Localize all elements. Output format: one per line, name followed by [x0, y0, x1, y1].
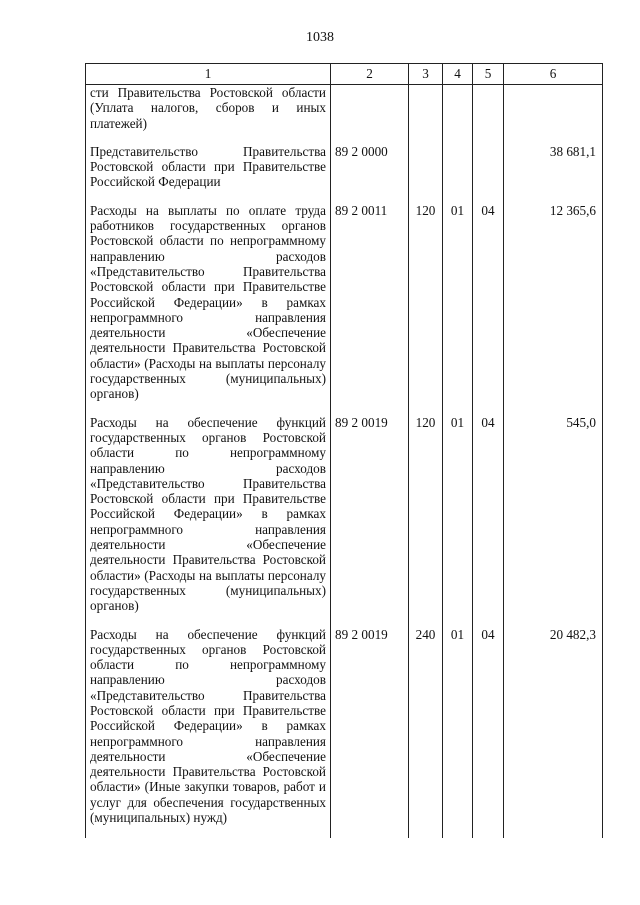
- row-amount: 20 482,3: [504, 627, 603, 839]
- header-col-6: 6: [504, 64, 603, 85]
- row-subsection: [473, 144, 504, 203]
- header-col-4: 4: [443, 64, 473, 85]
- row-section: [443, 144, 473, 203]
- row-amount: [504, 85, 603, 144]
- row-amount: 12 365,6: [504, 203, 603, 415]
- row-subsection: [473, 85, 504, 144]
- row-target-code: 89 2 0019: [331, 627, 409, 839]
- row-description: Расходы на обеспечение функций государственных органов Ростовской области по непрограммному направлению расходов «Представительство Правительства Ростовской области при Правительстве Российской Федерации» в рамках непрограммного направления деятельности «Обеспечение деятельности Правительства Ростовской области» (Иные закупки товаров, работ и услуг для обеспечения государственных (муниципальных) нужд): [86, 627, 331, 839]
- row-section: [443, 85, 473, 144]
- row-amount: 545,0: [504, 415, 603, 627]
- row-subsection: 04: [473, 415, 504, 627]
- table-row: [86, 144, 603, 203]
- table-header-row: [86, 64, 603, 85]
- row-description: Расходы на выплаты по оплате труда работников государственных органов Ростовской области по непрограммному направлению расходов «Представительство Правительства Ростовской области при Правительстве Российской Федерации» в рамках непрограммного направления деятельности «Обеспечение деятельности Правительства Ростовской области» (Расходы на выплаты персоналу государственных (муниципальных) органов): [86, 203, 331, 415]
- row-target-code: [331, 85, 409, 144]
- row-amount: 38 681,1: [504, 144, 603, 203]
- row-description: Представительство Правительства Ростовской области при Правительстве Российской Федерации: [86, 144, 331, 203]
- row-description: Расходы на обеспечение функций государственных органов Ростовской области по непрограммному направлению расходов «Представительство Правительства Ростовской области при Правительстве Российской Федерации» в рамках непрограммного направления деятельности «Обеспечение деятельности Правительства Ростовской области» (Расходы на выплаты персоналу государственных (муниципальных) органов): [86, 415, 331, 627]
- row-expense-type: 240: [409, 627, 443, 839]
- row-description: сти Правительства Ростовской области (Уплата налогов, сборов и иных платежей): [86, 85, 331, 144]
- row-subsection: 04: [473, 627, 504, 839]
- row-expense-type: [409, 85, 443, 144]
- row-expense-type: 120: [409, 203, 443, 415]
- table-row: [86, 627, 603, 839]
- row-target-code: 89 2 0019: [331, 415, 409, 627]
- page-number: 1038: [306, 30, 334, 45]
- header-col-5: 5: [473, 64, 504, 85]
- header-col-1: 1: [86, 64, 331, 85]
- table-row: [86, 415, 603, 627]
- row-subsection: 04: [473, 203, 504, 415]
- table-row: [86, 203, 603, 415]
- row-section: 01: [443, 415, 473, 627]
- row-target-code: 89 2 0011: [331, 203, 409, 415]
- row-section: 01: [443, 203, 473, 415]
- budget-table: [85, 63, 603, 838]
- row-expense-type: 120: [409, 415, 443, 627]
- header-col-2: 2: [331, 64, 409, 85]
- row-target-code: 89 2 0000: [331, 144, 409, 203]
- row-expense-type: [409, 144, 443, 203]
- table-row: [86, 85, 603, 144]
- row-section: 01: [443, 627, 473, 839]
- header-col-3: 3: [409, 64, 443, 85]
